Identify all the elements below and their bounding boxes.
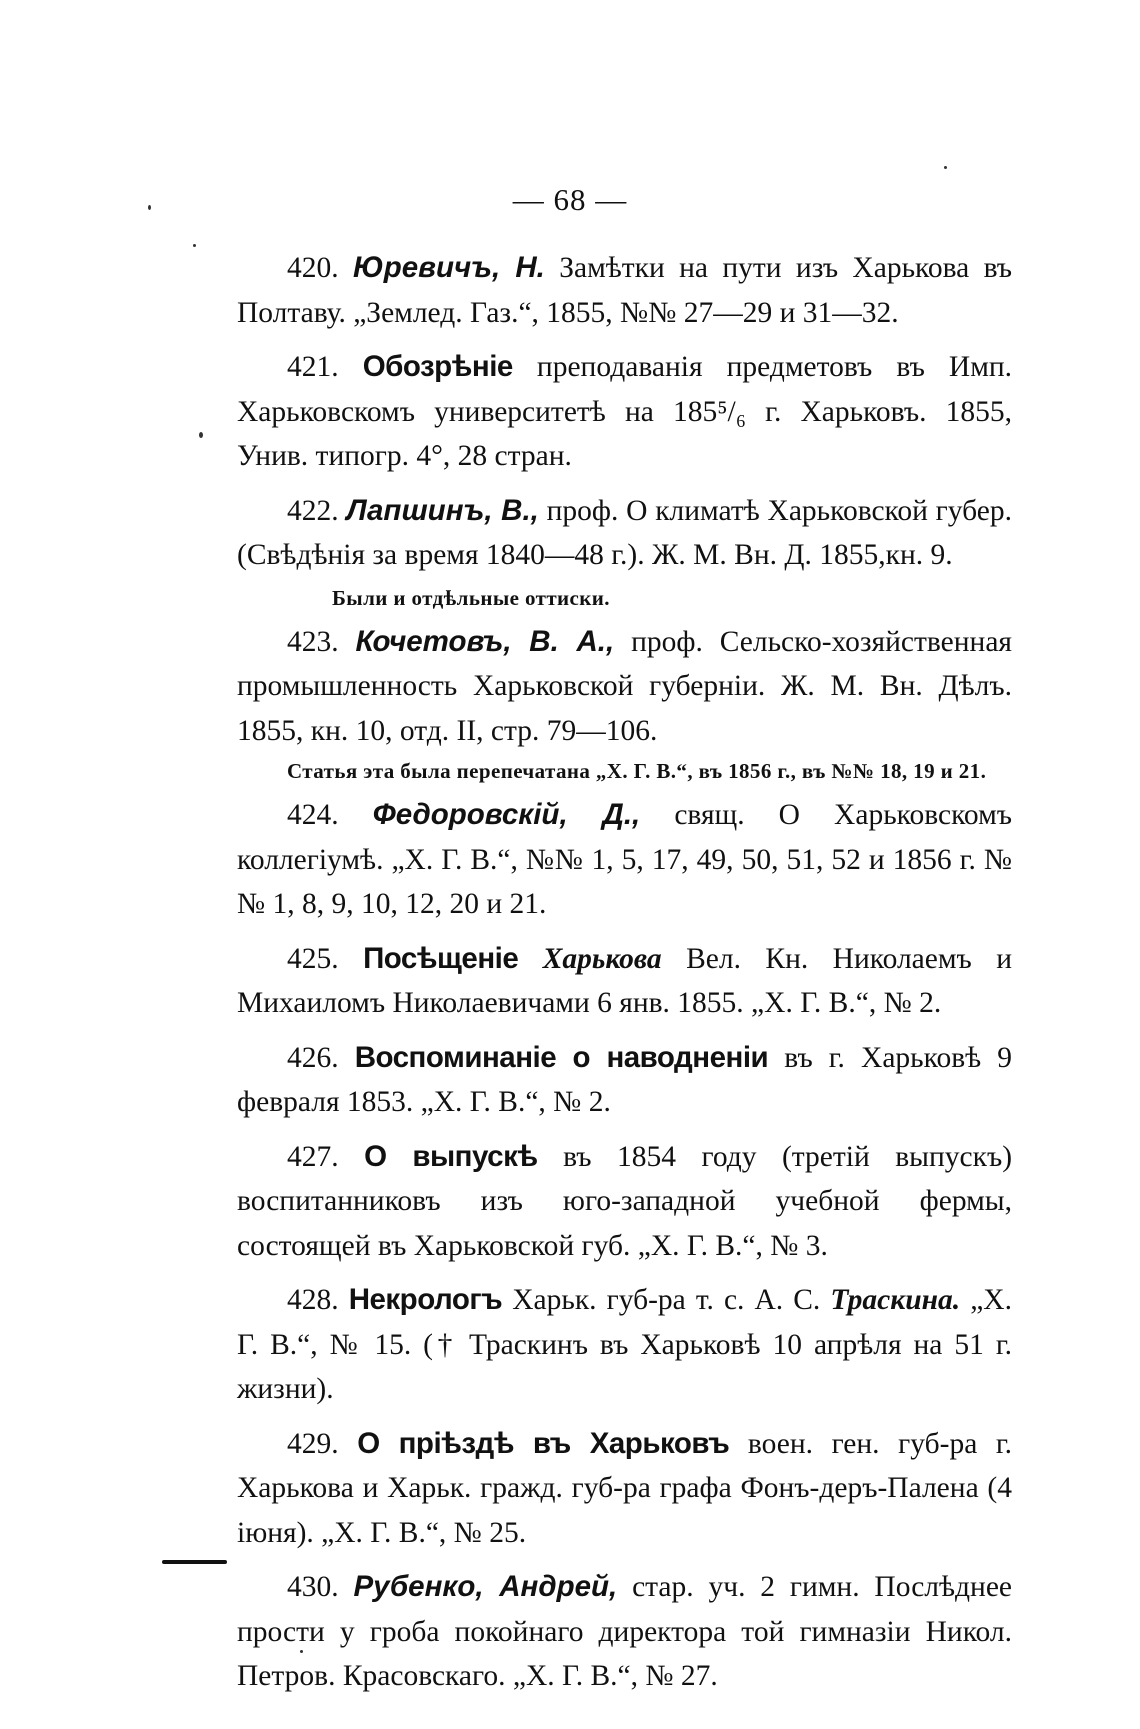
entry-author: Юревичъ, Н. — [352, 251, 545, 284]
entry-number: 421. — [287, 351, 339, 383]
entry-note: Были и отдѣльные оттиски. — [332, 585, 610, 610]
entry-text: стар. уч. 2 гимн. Послѣднее прости у гроба покойнаго директора той гимназіи Никол. Петров. Красовскаго. „Х. Г. В.“, № 27. — [237, 1571, 1013, 1692]
entry-text: въ г. Харьковѣ 9 февраля 1853. „Х. Г. В.“, № 2. — [237, 1041, 1012, 1118]
scan-speck — [148, 205, 151, 210]
bibliography-list — [237, 246, 1012, 1699]
entry-430 — [237, 1565, 1012, 1699]
entry-number: 430. — [287, 1571, 339, 1603]
entry-title: Посѣщеніе — [363, 941, 519, 975]
entry-number: 429. — [287, 1427, 339, 1460]
entry-text: Вел. Кн. Николаемъ и Михаиломъ Николаевичами 6 янв. 1855. „Х. Г. В.“, № 2. — [237, 942, 1013, 1019]
scan-speck — [199, 432, 203, 438]
entry-text: воен. ген. губ-ра г. Харькова и Харьк. гражд. губ-ра графа Фонъ-деръ-Палена (4 іюня). „Х. Г. В.“, № 25. — [237, 1427, 1013, 1549]
entry-number: 423. — [287, 625, 339, 658]
entry-426 — [237, 1036, 1012, 1125]
entry-author: Федоровскій, Д., — [372, 798, 641, 831]
entry-title: Обозрѣніе — [362, 350, 513, 383]
scan-speck — [944, 166, 947, 169]
entry-author: Рубенко, Андрей, — [353, 1570, 618, 1603]
entry-421 — [237, 345, 1012, 479]
entry-title-italic: Траскина. — [830, 1284, 961, 1316]
entry-number: 428. — [287, 1284, 339, 1316]
entry-title: Воспоминаніе о наводненіи — [354, 1040, 769, 1074]
entry-429 — [237, 1422, 1012, 1556]
entry-number: 424. — [287, 799, 339, 831]
entry-422 — [237, 489, 1012, 578]
entry-title: О пріѣздѣ въ Харьковъ — [357, 1426, 730, 1460]
entry-number: 427. — [287, 1140, 339, 1173]
entry-author: Кочетовъ, В. А., — [355, 624, 615, 658]
entry-text: въ 1854 году (третій выпускъ) воспитанниковъ изъ юго-западной учебной фермы, состоящей въ Харьковской губ. „Х. Г. В.“, № 3. — [237, 1140, 1013, 1262]
scan-speck — [300, 1650, 303, 1653]
entry-note: Статья эта была перепечатана „Х. Г. В.“, въ 1856 г., въ №№ 18, 19 и 21. — [287, 759, 987, 783]
page-number: — 68 — — [512, 182, 628, 217]
entry-427 — [237, 1135, 1012, 1269]
entry-420 — [237, 246, 1012, 335]
entry-title: О выпускѣ — [364, 1139, 538, 1173]
entry-title: Некрологъ — [348, 1283, 503, 1316]
entry-text: проф. Сельско-хозяйственная промышленность Харьковской губерніи. Ж. М. Вн. Дѣлъ. 1855, кн. 10, отд. II, стр. 79—106. — [237, 625, 1012, 747]
entry-title-italic: Харькова — [542, 942, 662, 975]
entry-428 — [237, 1278, 1012, 1412]
scan-speck — [193, 244, 196, 247]
entry-author: Лапшинъ, В., — [346, 493, 539, 527]
entry-text-continued: „Х. Г. В.“, № 15. († Траскинъ въ Харьковѣ 10 апрѣля на 51 г. жизни). — [237, 1284, 1012, 1405]
entry-number: 425. — [287, 942, 339, 975]
scan-artifact-mark — [162, 1560, 227, 1564]
entry-423 — [237, 620, 1012, 754]
entry-text: Харьк. губ-ра т. с. А. С. — [512, 1284, 821, 1316]
entry-text: свящ. О Харьковскомъ коллегіумѣ. „Х. Г. В.“, №№ 1, 5, 17, 49, 50, 51, 52 и 1856 г. №№ 1, 8, 9, 10, 12, 20 и 21. — [237, 799, 1013, 920]
entry-text: Замѣтки на пути изъ Харькова въ Полтаву. „Землед. Газ.“, 1855, №№ 27—29 и 31—32. — [237, 252, 1013, 329]
entry-number: 420. — [287, 252, 339, 284]
entry-text: преподаванія предметовъ въ Имп. Харьковскомъ университетѣ на 185⁵/₆ г. Харьковъ. 1855, Унив. типогр. 4°, 28 стран. — [237, 351, 1013, 472]
entry-number: 426. — [287, 1041, 339, 1074]
entry-424 — [237, 793, 1012, 927]
entry-425 — [237, 937, 1012, 1026]
entry-number: 422. — [287, 494, 339, 527]
entry-text: проф. О климатѣ Харьковской губер. (Свѣдѣнія за время 1840—48 г.). Ж. М. Вн. Д. 1855,кн. 9. — [237, 494, 1012, 571]
